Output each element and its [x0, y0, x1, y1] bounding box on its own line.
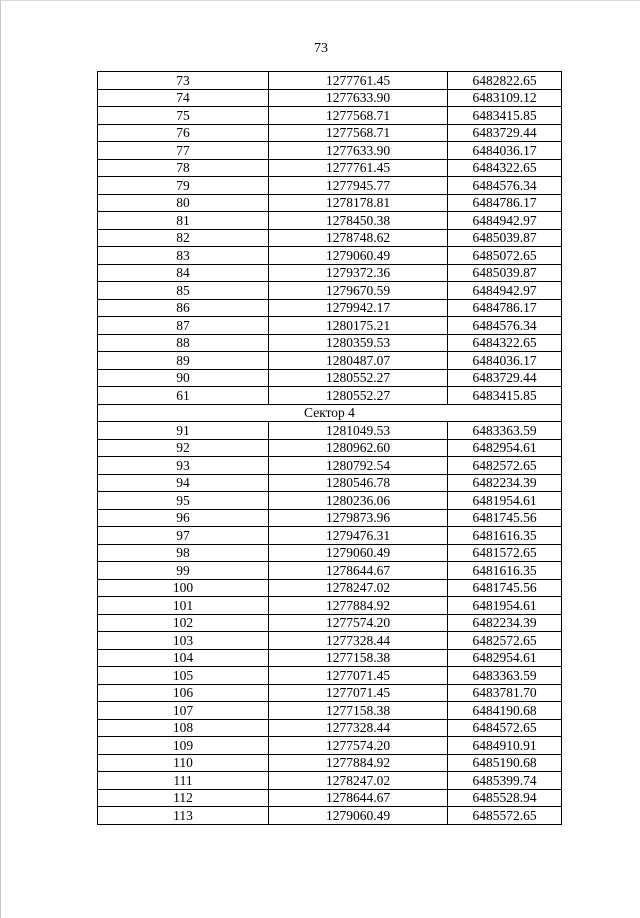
y-coordinate-cell: 6484576.34	[448, 317, 562, 335]
x-coordinate-cell: 1277158.38	[269, 702, 448, 720]
table-row	[98, 667, 562, 685]
x-coordinate-cell: 1277761.45	[269, 72, 448, 90]
point-number-cell: 95	[98, 492, 269, 510]
x-coordinate-cell: 1277884.92	[269, 597, 448, 615]
x-coordinate-cell: 1277633.90	[269, 89, 448, 107]
table-row	[98, 387, 562, 405]
y-coordinate-cell: 6483109.12	[448, 89, 562, 107]
sector-label: Сектор 4	[98, 404, 562, 422]
y-coordinate-cell: 6484910.91	[448, 737, 562, 755]
table-row	[98, 159, 562, 177]
x-coordinate-cell: 1277328.44	[269, 632, 448, 650]
x-coordinate-cell: 1277328.44	[269, 719, 448, 737]
point-number-cell: 75	[98, 107, 269, 125]
x-coordinate-cell: 1279372.36	[269, 264, 448, 282]
point-number-cell: 77	[98, 142, 269, 160]
page-number: 73	[314, 41, 328, 56]
y-coordinate-cell: 6481572.65	[448, 544, 562, 562]
point-number-cell: 106	[98, 684, 269, 702]
x-coordinate-cell: 1277761.45	[269, 159, 448, 177]
x-coordinate-cell: 1278644.67	[269, 562, 448, 580]
x-coordinate-cell: 1280546.78	[269, 474, 448, 492]
y-coordinate-cell: 6484572.65	[448, 719, 562, 737]
table-row	[98, 317, 562, 335]
table-row	[98, 247, 562, 265]
x-coordinate-cell: 1277568.71	[269, 107, 448, 125]
point-number-cell: 113	[98, 807, 269, 825]
table-row	[98, 422, 562, 440]
point-number-cell: 79	[98, 177, 269, 195]
point-number-cell: 99	[98, 562, 269, 580]
y-coordinate-cell: 6485572.65	[448, 807, 562, 825]
point-number-cell: 89	[98, 352, 269, 370]
table-row	[98, 807, 562, 825]
x-coordinate-cell: 1280175.21	[269, 317, 448, 335]
x-coordinate-cell: 1277568.71	[269, 124, 448, 142]
point-number-cell: 90	[98, 369, 269, 387]
table-row	[98, 684, 562, 702]
table-row	[98, 124, 562, 142]
table-row	[98, 702, 562, 720]
y-coordinate-cell: 6485039.87	[448, 264, 562, 282]
x-coordinate-cell: 1279060.49	[269, 544, 448, 562]
table-row	[98, 369, 562, 387]
table-row	[98, 142, 562, 160]
y-coordinate-cell: 6481954.61	[448, 597, 562, 615]
table-row	[98, 719, 562, 737]
x-coordinate-cell: 1278748.62	[269, 229, 448, 247]
x-coordinate-cell: 1277574.20	[269, 614, 448, 632]
table-row	[98, 352, 562, 370]
y-coordinate-cell: 6485399.74	[448, 772, 562, 790]
y-coordinate-cell: 6484322.65	[448, 159, 562, 177]
y-coordinate-cell: 6483729.44	[448, 124, 562, 142]
point-number-cell: 94	[98, 474, 269, 492]
point-number-cell: 87	[98, 317, 269, 335]
table-row	[98, 282, 562, 300]
x-coordinate-cell: 1281049.53	[269, 422, 448, 440]
point-number-cell: 105	[98, 667, 269, 685]
point-number-cell: 78	[98, 159, 269, 177]
table-row	[98, 527, 562, 545]
x-coordinate-cell: 1278178.81	[269, 194, 448, 212]
point-number-cell: 109	[98, 737, 269, 755]
x-coordinate-cell: 1279060.49	[269, 807, 448, 825]
point-number-cell: 80	[98, 194, 269, 212]
sector-row	[98, 404, 562, 422]
point-number-cell: 92	[98, 439, 269, 457]
table-row	[98, 562, 562, 580]
x-coordinate-cell: 1279873.96	[269, 509, 448, 527]
table-row	[98, 439, 562, 457]
y-coordinate-cell: 6485039.87	[448, 229, 562, 247]
table-row	[98, 492, 562, 510]
x-coordinate-cell: 1278450.38	[269, 212, 448, 230]
y-coordinate-cell: 6483781.70	[448, 684, 562, 702]
x-coordinate-cell: 1277158.38	[269, 649, 448, 667]
y-coordinate-cell: 6484942.97	[448, 282, 562, 300]
table-row	[98, 212, 562, 230]
table-row	[98, 457, 562, 475]
y-coordinate-cell: 6485528.94	[448, 789, 562, 807]
point-number-cell: 93	[98, 457, 269, 475]
y-coordinate-cell: 6483415.85	[448, 107, 562, 125]
y-coordinate-cell: 6485190.68	[448, 754, 562, 772]
x-coordinate-cell: 1279942.17	[269, 299, 448, 317]
table-row	[98, 72, 562, 90]
point-number-cell: 73	[98, 72, 269, 90]
point-number-cell: 110	[98, 754, 269, 772]
y-coordinate-cell: 6482572.65	[448, 457, 562, 475]
x-coordinate-cell: 1277071.45	[269, 667, 448, 685]
point-number-cell: 84	[98, 264, 269, 282]
x-coordinate-cell: 1277071.45	[269, 684, 448, 702]
y-coordinate-cell: 6484786.17	[448, 194, 562, 212]
y-coordinate-cell: 6484576.34	[448, 177, 562, 195]
y-coordinate-cell: 6483363.59	[448, 667, 562, 685]
y-coordinate-cell: 6481616.35	[448, 562, 562, 580]
point-number-cell: 112	[98, 789, 269, 807]
table-row	[98, 789, 562, 807]
coordinates-table	[97, 71, 562, 825]
table-row	[98, 89, 562, 107]
x-coordinate-cell: 1278644.67	[269, 789, 448, 807]
table-row	[98, 737, 562, 755]
y-coordinate-cell: 6484190.68	[448, 702, 562, 720]
x-coordinate-cell: 1280962.60	[269, 439, 448, 457]
x-coordinate-cell: 1278247.02	[269, 772, 448, 790]
point-number-cell: 98	[98, 544, 269, 562]
table-row	[98, 474, 562, 492]
y-coordinate-cell: 6484036.17	[448, 142, 562, 160]
point-number-cell: 101	[98, 597, 269, 615]
point-number-cell: 107	[98, 702, 269, 720]
y-coordinate-cell: 6482572.65	[448, 632, 562, 650]
table-row	[98, 264, 562, 282]
y-coordinate-cell: 6482954.61	[448, 649, 562, 667]
x-coordinate-cell: 1279670.59	[269, 282, 448, 300]
point-number-cell: 82	[98, 229, 269, 247]
point-number-cell: 61	[98, 387, 269, 405]
y-coordinate-cell: 6484036.17	[448, 352, 562, 370]
x-coordinate-cell: 1280236.06	[269, 492, 448, 510]
y-coordinate-cell: 6482234.39	[448, 614, 562, 632]
point-number-cell: 88	[98, 334, 269, 352]
point-number-cell: 111	[98, 772, 269, 790]
x-coordinate-cell: 1278247.02	[269, 579, 448, 597]
table-row	[98, 579, 562, 597]
y-coordinate-cell: 6483415.85	[448, 387, 562, 405]
point-number-cell: 86	[98, 299, 269, 317]
x-coordinate-cell: 1280359.53	[269, 334, 448, 352]
point-number-cell: 85	[98, 282, 269, 300]
x-coordinate-cell: 1280552.27	[269, 387, 448, 405]
y-coordinate-cell: 6482822.65	[448, 72, 562, 90]
y-coordinate-cell: 6483363.59	[448, 422, 562, 440]
x-coordinate-cell: 1277884.92	[269, 754, 448, 772]
table-row	[98, 772, 562, 790]
point-number-cell: 74	[98, 89, 269, 107]
table-row	[98, 194, 562, 212]
x-coordinate-cell: 1277574.20	[269, 737, 448, 755]
y-coordinate-cell: 6485072.65	[448, 247, 562, 265]
point-number-cell: 96	[98, 509, 269, 527]
point-number-cell: 102	[98, 614, 269, 632]
y-coordinate-cell: 6481745.56	[448, 509, 562, 527]
table-row	[98, 299, 562, 317]
point-number-cell: 91	[98, 422, 269, 440]
table-row	[98, 334, 562, 352]
x-coordinate-cell: 1280552.27	[269, 369, 448, 387]
point-number-cell: 83	[98, 247, 269, 265]
x-coordinate-cell: 1277633.90	[269, 142, 448, 160]
table-row	[98, 597, 562, 615]
table-row	[98, 649, 562, 667]
x-coordinate-cell: 1279060.49	[269, 247, 448, 265]
x-coordinate-cell: 1280487.07	[269, 352, 448, 370]
table-row	[98, 614, 562, 632]
y-coordinate-cell: 6482954.61	[448, 439, 562, 457]
y-coordinate-cell: 6482234.39	[448, 474, 562, 492]
table-row	[98, 754, 562, 772]
y-coordinate-cell: 6483729.44	[448, 369, 562, 387]
x-coordinate-cell: 1279476.31	[269, 527, 448, 545]
y-coordinate-cell: 6484786.17	[448, 299, 562, 317]
point-number-cell: 100	[98, 579, 269, 597]
point-number-cell: 104	[98, 649, 269, 667]
y-coordinate-cell: 6481745.56	[448, 579, 562, 597]
table-row	[98, 177, 562, 195]
point-number-cell: 97	[98, 527, 269, 545]
table-row	[98, 229, 562, 247]
table-row	[98, 632, 562, 650]
y-coordinate-cell: 6484942.97	[448, 212, 562, 230]
table-row	[98, 107, 562, 125]
point-number-cell: 103	[98, 632, 269, 650]
table-row	[98, 544, 562, 562]
point-number-cell: 76	[98, 124, 269, 142]
y-coordinate-cell: 6481954.61	[448, 492, 562, 510]
coordinates-table-body	[98, 72, 562, 825]
table-row	[98, 509, 562, 527]
y-coordinate-cell: 6484322.65	[448, 334, 562, 352]
x-coordinate-cell: 1277945.77	[269, 177, 448, 195]
point-number-cell: 81	[98, 212, 269, 230]
y-coordinate-cell: 6481616.35	[448, 527, 562, 545]
point-number-cell: 108	[98, 719, 269, 737]
x-coordinate-cell: 1280792.54	[269, 457, 448, 475]
